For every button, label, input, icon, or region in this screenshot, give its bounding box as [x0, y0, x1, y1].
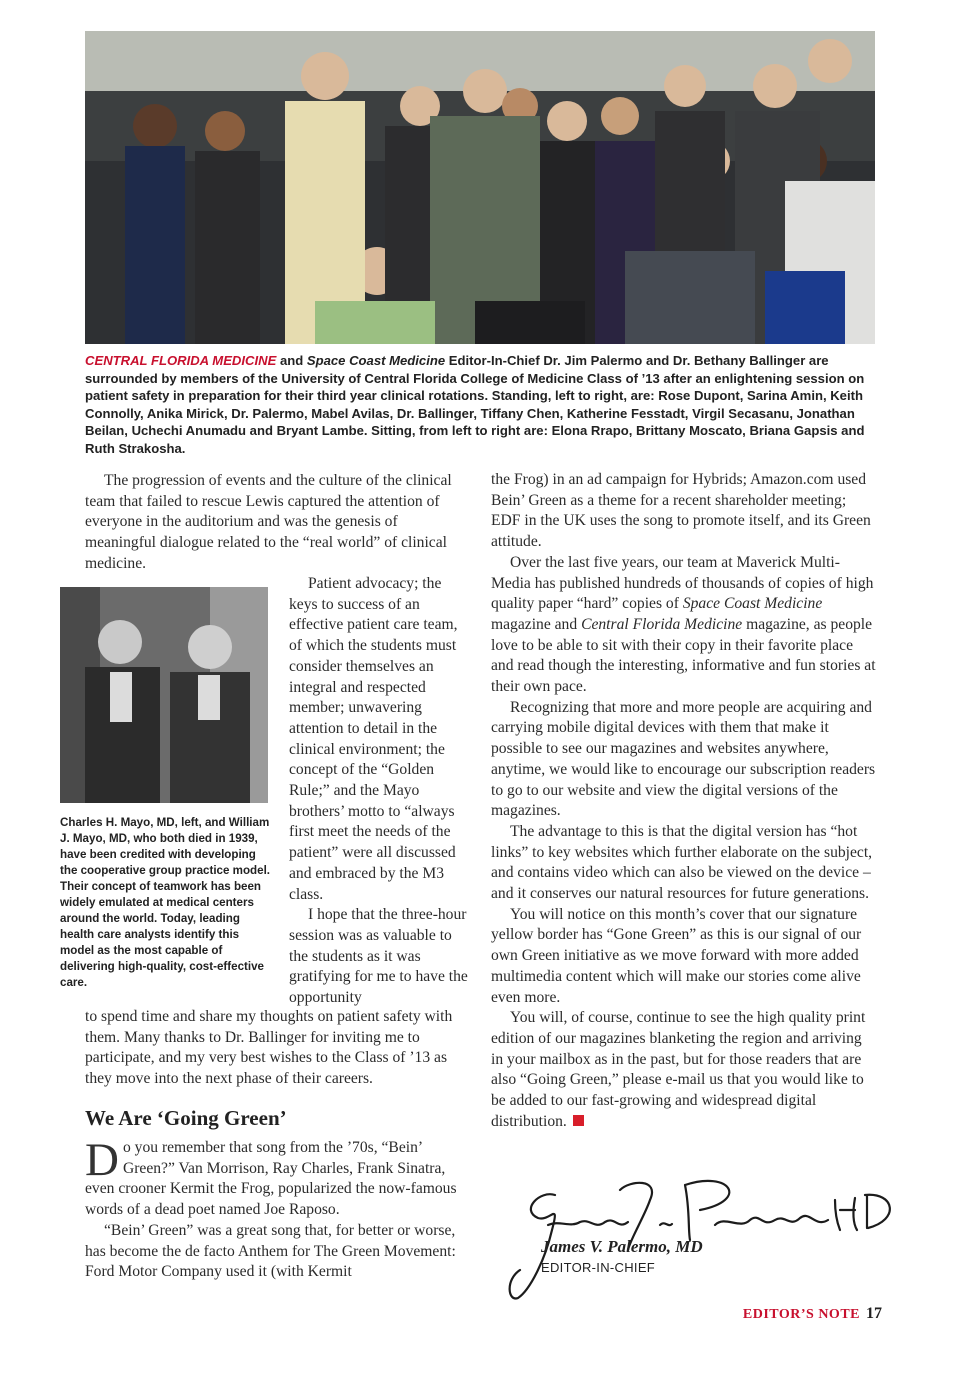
group-photo	[85, 31, 875, 344]
paragraph-text: magazine, as people love to be able to sit with their copy in their favorite place and read though the interesting, informative and fun stories at their own pace.	[491, 615, 876, 696]
page-number: 17	[866, 1305, 882, 1322]
pub-name-cfm: CENTRAL FLORIDA MEDICINE	[85, 353, 277, 368]
page-footer	[743, 1305, 882, 1323]
paragraph	[85, 1134, 468, 1221]
group-photo-caption	[85, 352, 875, 458]
paragraph	[491, 553, 876, 698]
signature-name: James V. Palermo, MD	[541, 1237, 703, 1256]
paragraph: The advantage to this is that the digital version has “hot links” to key websites which further elaborate on the subject, and contains video which can also be viewed on the device – and it conserves our natural resources for future generations.	[491, 822, 873, 903]
section-name: EDITOR’S NOTE	[742, 1307, 860, 1322]
paragraph-text: magazine and	[491, 615, 582, 633]
paragraph: Patient advocacy; the keys to success of an effective patient care team, of which the students must consider themselves an integral and respected member; unwavering attention to detail in the clinical environment; the concept of the “Golden Rule;” and the Mayo brothers’ motto to “always first meet the needs of the patient” were all discussed and embraced by the M3 class.	[289, 575, 458, 903]
paragraph: the Frog) in an ad campaign for Hybrids; Amazon.com used Bein’ Green as a theme for a recent shareholder meeting; EDF in the UK uses the song to promote itself, and its Green attitude.	[491, 471, 871, 551]
paragraph: The progression of events and the culture of the clinical team that failed to rescue Lewis captured the attention of everyone in the auditorium and was the genesis of meaningful dialogue related to the “real world” of clinical medicine.	[85, 472, 452, 572]
left-column-continued	[85, 1007, 468, 1090]
right-column	[491, 470, 876, 1133]
going-green-heading: We Are ‘Going Green’	[85, 1106, 287, 1130]
paragraph: Recognizing that more and more people are acquiring and carrying mobile digital devices with them that make it possible to see our magazines and websites anywhere, anytime, we would like to encourage our subscription readers to go to our website and view the digital versions of the magazines.	[491, 698, 876, 820]
left-column-narrow	[289, 574, 469, 1009]
paragraph: to spend time and share my thoughts on patient safety with them. Many thanks to Dr. Ballinger for inviting me to participate, and my very best wishes to the Class of ’13 as they move into the next phase of their careers.	[85, 1008, 453, 1088]
caption-and: and	[276, 353, 307, 368]
end-of-article-mark	[573, 1115, 584, 1126]
caption-body: Editor-In-Chief Dr. Jim Palermo and Dr. Bethany Ballinger are surrounded by members of the University of Central Florida College of Medicine Class of ’13 after an enlightening session on patient safety in preparation for their third year clinical rotations. Standing, left to right, are: Rose Dupont, Sarina Amin, Keith Connolly, Anika Mirick, Dr. Palermo, Mabel Avilas, Dr. Ballinger, Tiffany Chen, Katherine Fesstadt, Virgil Secasanu, Jonathan Beilan, Uchechi Anumadu and Bryant Lambe. Sitting, from left to right are: Elona Rrapo, Brittany Moscato, Briana Gapsis and Ruth Strakosha.	[85, 353, 865, 456]
magazine-title: Space Coast Medicine	[682, 595, 823, 613]
mayo-photo-caption: Charles H. Mayo, MD, left, and William J. Mayo, MD, who both died in 1939, have been credited with developing the cooperative group practice model. Their concept of teamwork has been widely emulated at medical centers around the world. Today, leading health care analysts identify this model as the most capable of delivering high-quality, cost-effective care.	[60, 816, 271, 989]
pub-name-scm: Space Coast Medicine	[306, 353, 446, 368]
paragraph-text: Over the last five years, our team at Maverick Multi-Media has published hundreds of thousands of copies of high quality paper “hard” copies of	[491, 553, 874, 613]
signature-title: EDITOR-IN-CHIEF	[541, 1260, 656, 1275]
paragraph: I hope that the three-hour session was as valuable to the students as it was gratifying for me to have the opportunity	[289, 906, 468, 1007]
drop-cap: D	[85, 1134, 119, 1186]
going-green-section	[85, 1134, 468, 1283]
paragraph: You will notice on this month’s cover that our signature yellow border has “Gone Green” as this is our signal of our own Green initiative as we move forward with more added multimedia content which will make our stories come alive even more.	[491, 905, 862, 1006]
paragraph-text: o you remember that song from the ’70s, “Bein’ Green?” Van Morrison, Ray Charles, Frank Sinatra, even crooner Kermit the Frog, popularized the now-famous words of a dead poet named Joe Raposo.	[85, 1139, 457, 1219]
paragraph	[491, 1008, 876, 1132]
mayo-brothers-photo	[60, 587, 268, 803]
magazine-title: Central Florida Medicine	[581, 615, 743, 633]
left-column-intro	[85, 471, 468, 575]
paragraph-text: You will, of course, continue to see the high quality print edition of our magazines blanketing the region and arriving in your mailbox as in the past, but for those readers that are also “Going Green,” please e-mail us that you would like to be added to our fast-growing and widespread digital distribution.	[491, 1009, 866, 1130]
paragraph: “Bein’ Green” was a great song that, for better or worse, has become the de facto Anthem for The Green Movement: Ford Motor Company used it (with Kermit	[85, 1221, 456, 1281]
